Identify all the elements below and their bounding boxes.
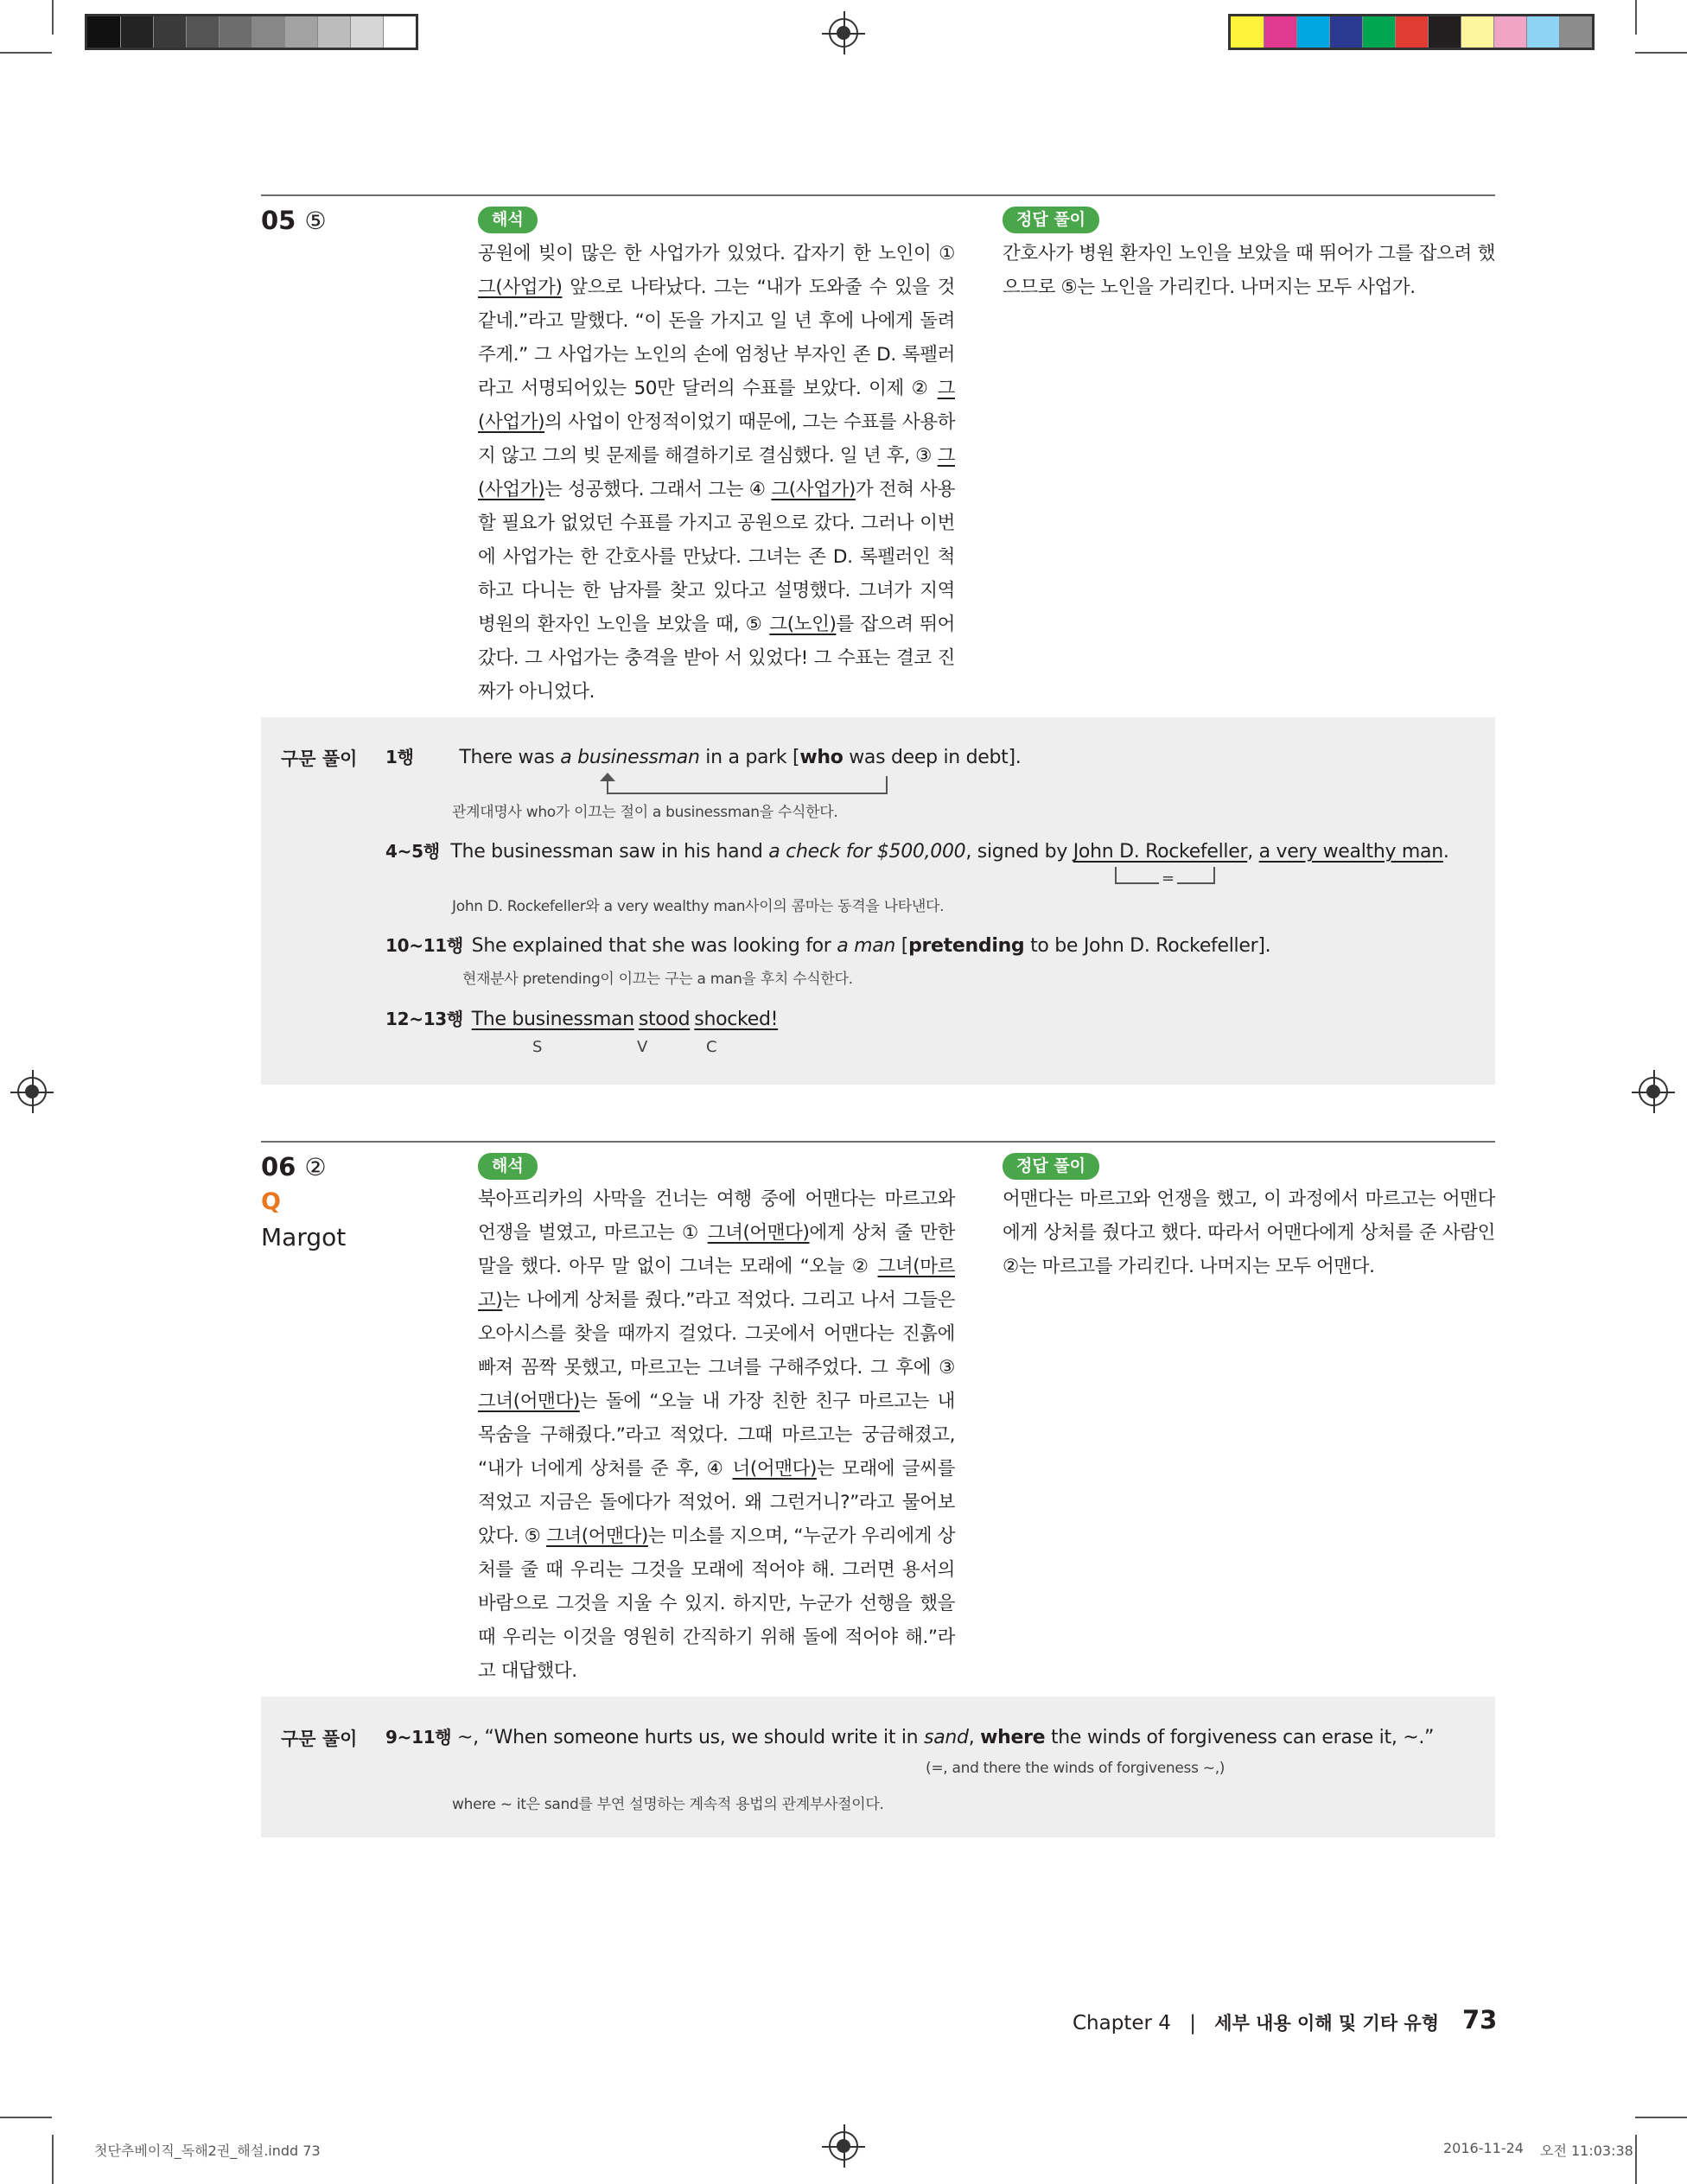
section-rule-06 [261,1141,1495,1143]
translation-text: 는 돌에 “오늘 내 가장 친한 친구 마르고는 내 목숨을 구해줬다.”라고 적었다. 그때 마르고는 궁금해졌고, “내가 너에게 상처를 준 후, ④ [478,1391,955,1480]
crop-mark [1635,52,1687,54]
answer-circled-number: ② [304,1153,327,1181]
italic-phrase: a man [837,935,896,957]
apposition-bracket-right [1213,867,1215,884]
line-label: 4~5행 [385,841,440,862]
question-number-text: 05 [261,206,296,235]
text: , [1247,841,1259,863]
grammar-line-06-1 [385,1723,1434,1748]
answer-explanation-05: 간호사가 병원 환자인 노인을 보았을 때 뛰어가 그를 잡으려 했으므로 ⑤는 노인을 가리킨다. 나머지는 모두 사업가. [1003,243,1495,298]
color-swatch [1559,16,1592,48]
grammar-note-3: 현재분사 pretending이 이끄는 구는 a man을 후치 수식한다. [462,971,853,988]
grammar-line-4 [385,1005,778,1030]
slug-date: 2016-11-24 [1443,2140,1524,2156]
registration-mark-bottom [829,2131,858,2161]
translation-text: 는 모래에 글씨를 적었고 지금은 돌에다가 적었어. 왜 그런거니?”라고 물어보았다. ⑤ [478,1458,956,1547]
underlined-phrase: John D. Rockefeller [1073,841,1248,863]
grammar-box-06 [261,1697,1495,1837]
grammar-line-2 [385,837,1449,863]
svc-label-v: V [637,1038,648,1056]
color-swatch [1296,16,1329,48]
paraphrase-note: (=, and there the winds of forgiveness ~,) [926,1760,1225,1777]
separator: | [1189,2012,1196,2034]
translation-text: 의 사업이 안정적이었기 때문에, 그는 수표를 사용하지 않고 그의 빚 문제를 해결하기로 결심했다. 일 년 후, ③ [478,411,955,467]
text: in a park [ [699,747,800,768]
crop-mark [1635,2117,1687,2118]
arrow-head [600,773,615,781]
complement-phrase: shocked! [694,1009,779,1030]
color-swatch [1461,16,1493,48]
process-color-bar [1228,14,1595,50]
svc-label-c: C [706,1038,717,1056]
bold-word: where [980,1727,1046,1748]
grammar-note-1: 관계대명사 who가 이끄는 절이 a businessman을 수식한다. [452,804,838,821]
gray-color-bar [85,14,418,50]
crop-mark [1635,2135,1637,2184]
translation-text: 가 전혀 사용할 필요가 없었던 수표를 가지고 공원으로 갔다. 그러나 이번에 사업가는 한 간호사를 만났다. 그녀는 존 D. 록펠러인 척하고 다니는 한 남자를 찾고 있다고 설명했다. 그녀가 지역 병원의 환자인 노인을 보았을 때, ⑤ [478,479,955,635]
underlined-reference: 너(어맨다) [732,1458,817,1480]
grammar-title-05: 구문 풀이 [281,748,358,769]
question-number-text: 06 [261,1152,296,1181]
registration-mark-left [17,1077,47,1106]
slug-filename: 첫단추베이직_독해2권_해설.indd 73 [94,2143,321,2159]
color-swatch [1395,16,1428,48]
gray-swatch [383,16,416,48]
underlined-reference: 그(노인) [769,614,837,635]
chapter-title: 세부 내용 이해 및 기타 유형 [1214,2013,1439,2034]
grammar-line-1 [385,743,1021,768]
text: was deep in debt]. [843,747,1022,768]
underlined-reference: 그녀(어맨다) [707,1222,810,1244]
grammar-note-2: John D. Rockefeller와 a very wealthy man사이의 콤마는 동격을 나타낸다. [452,898,945,915]
grammar-line-3 [385,932,1270,957]
section-rule-05 [261,194,1495,196]
text: ~, “When someone hurts us, we should write it in [451,1727,925,1748]
grammar-title-06: 구문 풀이 [281,1729,358,1749]
text: , signed by [965,841,1073,863]
gray-swatch [120,16,153,48]
verb-phrase: stood [638,1009,691,1030]
color-swatch [1428,16,1461,48]
underlined-reference: 그(사업가) [478,445,955,500]
answer-explanation-06: 어맨다는 마르고와 언쟁을 했고, 이 과정에서 마르고는 어맨다에게 상처를 줬다고 했다. 따라서 어맨다에게 상처를 준 사람인 ②는 마르고를 가리킨다. 나머지는 모두 어맨다. [1003,1188,1495,1277]
underlined-reference: 그(사업가) [478,378,955,433]
registration-mark-right [1639,1077,1668,1106]
translation-pill-06: 해석 [478,1153,538,1180]
text: the winds of forgiveness can erase it, ~.” [1045,1727,1435,1748]
gray-swatch [251,16,284,48]
text: She explained that she was looking for [471,935,837,957]
line-label: 12~13행 [385,1009,463,1029]
modifier-arrow-line [607,793,888,794]
crop-mark [52,0,54,35]
color-swatch [1264,16,1296,48]
text: The businessman saw in his hand [450,841,769,863]
line-label: 9~11행 [385,1727,452,1748]
question-number-06 [261,1152,327,1181]
crop-mark [1635,0,1637,35]
line-label: 10~11행 [385,935,463,956]
italic-phrase: a businessman [560,747,700,768]
translation-text: 북아프리카의 사막을 건너는 여행 중에 어맨다는 마르고와 언쟁을 벌였고, 마르고는 ① [478,1188,955,1244]
equals-sign: = [1159,869,1177,888]
text: to be John D. Rockefeller]. [1024,935,1271,957]
italic-word: sand [924,1727,969,1748]
translation-text: 에게 상처 줄 만한 말을 했다. 아무 말 없이 그녀는 모래에 “오늘 ② [478,1222,955,1277]
color-swatch [1493,16,1526,48]
gray-swatch [284,16,317,48]
color-swatch [1526,16,1559,48]
translation-body-05 [478,237,955,709]
chapter-label [1073,2009,1439,2035]
gray-swatch [219,16,251,48]
q-mark: Q [261,1188,281,1215]
color-swatch [1329,16,1362,48]
underlined-reference: 그(사업가) [478,277,563,298]
translation-pill-05: 해석 [478,207,538,233]
underlined-reference: 그녀(어맨다) [478,1391,580,1412]
text: . [1442,841,1449,863]
color-swatch [1231,16,1264,48]
underlined-reference: 그녀(어맨다) [546,1525,648,1547]
modifier-arrow-end [886,776,888,794]
translation-text: 는 나에게 상처를 줬다.”라고 적었다. 그리고 나서 그들은 오아시스를 찾을 때까지 걸었다. 그곳에서 어맨다는 진흙에 빠져 꼼짝 못했고, 마르고는 그녀를 구해주었다. 그 후에 ③ [478,1289,955,1379]
chapter-number: Chapter 4 [1073,2012,1171,2034]
question-number-05 [261,206,327,235]
text: [ [895,935,909,957]
gray-swatch [350,16,383,48]
bold-word: pretending [908,935,1025,957]
translation-text: 공원에 빚이 많은 한 사업가가 있었다. 갑자기 한 노인이 ① [478,243,955,264]
gray-swatch [87,16,120,48]
slug-time: 오전 11:03:38 [1540,2143,1633,2159]
translation-text: 는 미소를 지으며, “누군가 우리에게 상처를 줄 때 우리는 그것을 모래에 적어야 해. 그러면 용서의 바람으로 그것을 지울 수 있지. 하지만, 누군가 선행을 했을 때 우리는 이것을 영원히 간직하기 위해 돌에 적어야 해.”라고 대답했다. [478,1525,955,1682]
grammar-note-06-1: where ~ it은 sand를 부연 설명하는 계속적 용법의 관계부사절이다. [452,1796,884,1813]
crop-mark [0,52,52,54]
page-number: 73 [1462,2005,1498,2034]
answer-explanation-pill-05: 정답 풀이 [1003,207,1099,233]
crop-mark [0,2117,52,2118]
registration-mark-top [829,18,858,48]
text: , [968,1727,981,1748]
translation-text: 를 잡으려 뛰어갔다. 그 사업가는 충격을 받아 서 있었다! 그 수표는 결코 진짜가 아니었다. [478,614,955,703]
underlined-reference: 그녀(마르고) [478,1256,955,1311]
answer-explanation-pill-06: 정답 풀이 [1003,1153,1099,1180]
subject-phrase: The businessman [471,1009,634,1030]
translation-body-06 [478,1182,955,1688]
answer-circled-number: ⑤ [304,207,327,235]
gray-swatch [317,16,350,48]
text: There was [459,747,561,768]
crop-mark [52,2135,54,2184]
q-answer: Margot [261,1223,347,1251]
bold-word: who [799,747,844,768]
svc-label-s: S [532,1038,543,1056]
underlined-reference: 그(사업가) [771,479,856,500]
gray-swatch [153,16,186,48]
underlined-phrase: a very wealthy man [1258,841,1443,863]
line-label: 1행 [385,747,414,767]
translation-text: 는 성공했다. 그래서 그는 ④ [544,479,772,500]
apposition-bracket-left [1115,867,1117,884]
italic-phrase: a check for $500,000 [768,841,966,863]
gray-swatch [186,16,219,48]
color-swatch [1362,16,1395,48]
translation-text: 앞으로 나타났다. 그는 “내가 도와줄 수 있을 것 같네.”라고 말했다. “이 돈을 가지고 일 년 후에 나에게 돌려주게.” 그 사업가는 노인의 손에 엄청난 부자인 존 D. 록펠러라고 서명되어있는 50만 달러의 수표를 보았다. 이제 ② [478,277,955,399]
